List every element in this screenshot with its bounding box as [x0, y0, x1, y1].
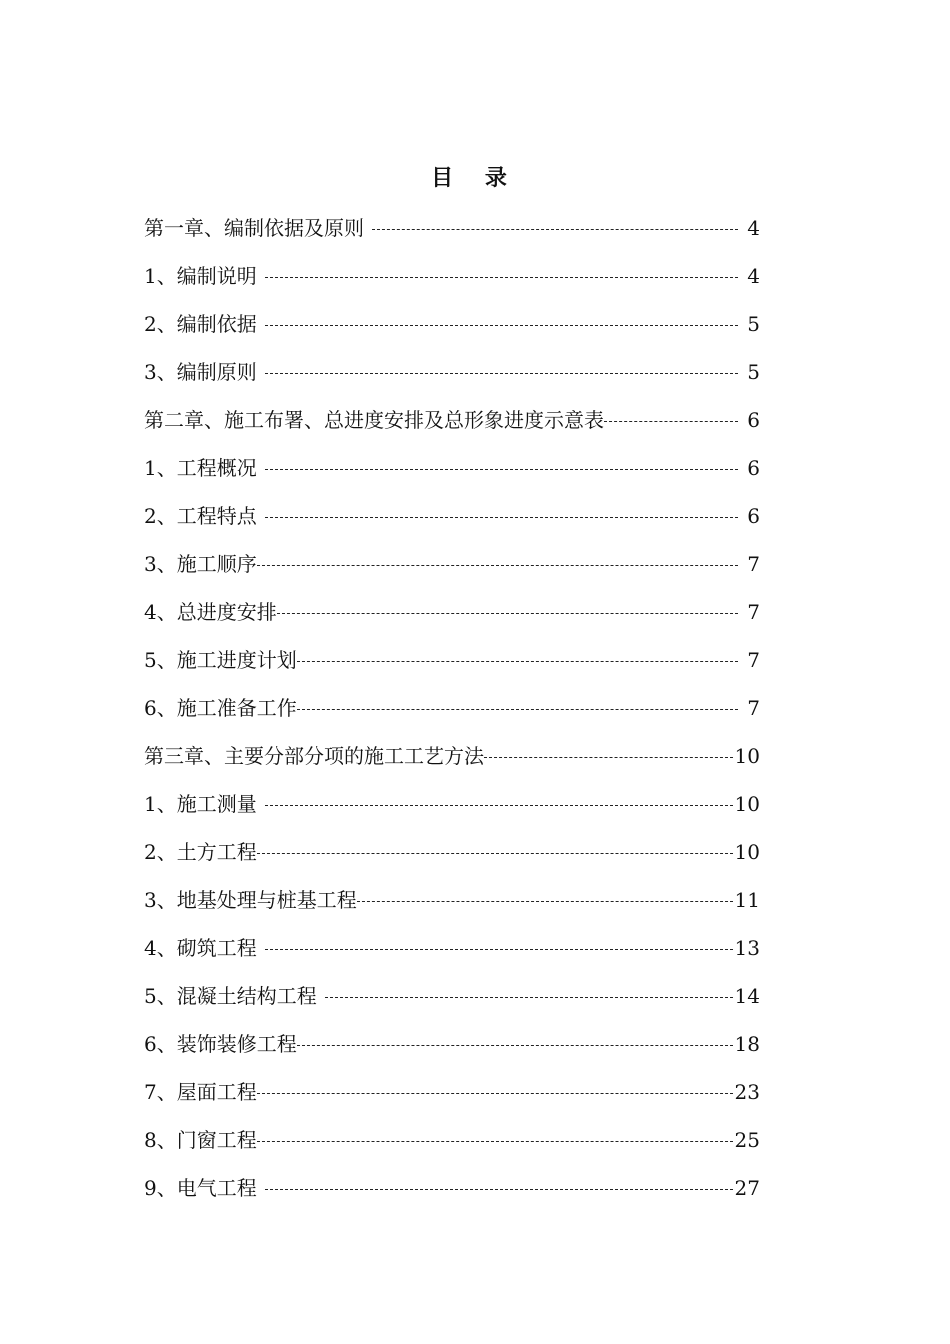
- page-title: 目 录: [431, 165, 519, 191]
- toc-entry[interactable]: [144, 972, 760, 1020]
- toc-entry[interactable]: [144, 780, 760, 828]
- toc-entry-page-number: 7: [747, 696, 760, 720]
- toc-leader-dashes: [277, 613, 738, 614]
- toc-entry[interactable]: [144, 1116, 760, 1164]
- toc-leader-dashes: [265, 325, 738, 326]
- toc-entry-page-number: 5: [747, 360, 760, 384]
- toc-entry-page-number: 6: [747, 504, 760, 528]
- toc-leader-dashes: [604, 421, 738, 422]
- toc-entry-page-number: 5: [747, 312, 760, 336]
- toc-leader-dashes: [265, 805, 733, 806]
- toc-leader-dashes: [297, 661, 738, 662]
- toc-entry-page-number: 27: [734, 1176, 760, 1200]
- toc-entry[interactable]: [144, 492, 760, 540]
- toc-leader-dashes: [265, 373, 738, 374]
- toc-entry[interactable]: [144, 828, 760, 876]
- toc-entry-page-number: 18: [734, 1032, 760, 1056]
- toc-entry-page-number: 6: [747, 456, 760, 480]
- toc-entry[interactable]: [144, 1164, 760, 1212]
- toc-entry-label: 3、施工顺序: [144, 552, 257, 576]
- toc-entry-label: 4、砌筑工程: [144, 936, 257, 960]
- toc-entry[interactable]: [144, 396, 760, 444]
- toc-entry-label: 8、门窗工程: [144, 1128, 257, 1152]
- toc-entry[interactable]: [144, 540, 760, 588]
- toc-entry-label: 2、工程特点: [144, 504, 257, 528]
- toc-entry-page-number: 11: [734, 888, 760, 912]
- toc-leader-dashes: [265, 949, 733, 950]
- toc-entry-label: 5、施工进度计划: [144, 648, 297, 672]
- toc-entry-page-number: 23: [734, 1080, 760, 1104]
- toc-entry-label: 6、施工准备工作: [144, 696, 297, 720]
- toc-entry[interactable]: [144, 1020, 760, 1068]
- toc-entry-label: 5、混凝土结构工程: [144, 984, 317, 1008]
- toc-entry[interactable]: [144, 300, 760, 348]
- toc-leader-dashes: [372, 229, 738, 230]
- toc-entry-label: 1、工程概况: [144, 456, 257, 480]
- toc-entry[interactable]: [144, 204, 760, 252]
- toc-entry-page-number: 4: [747, 264, 760, 288]
- toc-entry-label: 2、土方工程: [144, 840, 257, 864]
- toc-leader-dashes: [265, 1189, 733, 1190]
- toc-entry[interactable]: [144, 876, 760, 924]
- toc-entry-label: 第三章、主要分部分项的施工工艺方法: [144, 744, 484, 768]
- toc-leader-dashes: [357, 901, 733, 902]
- toc-entry-label: 3、编制原则: [144, 360, 257, 384]
- toc-leader-dashes: [257, 853, 733, 854]
- toc-leader-dashes: [325, 997, 733, 998]
- toc-entry-page-number: 4: [747, 216, 760, 240]
- toc-entry-label: 9、电气工程: [144, 1176, 257, 1200]
- toc-entry[interactable]: [144, 732, 760, 780]
- toc-entry-page-number: 13: [734, 936, 760, 960]
- toc-entry-label: 第二章、施工布署、总进度安排及总形象进度示意表: [144, 408, 604, 432]
- table-of-contents: [144, 204, 760, 1212]
- toc-leader-dashes: [257, 1093, 733, 1094]
- toc-entry-page-number: 25: [734, 1128, 760, 1152]
- toc-entry[interactable]: [144, 444, 760, 492]
- toc-leader-dashes: [265, 469, 738, 470]
- toc-entry-page-number: 10: [734, 840, 760, 864]
- toc-entry[interactable]: [144, 684, 760, 732]
- toc-entry-label: 1、编制说明: [144, 264, 257, 288]
- toc-entry-label: 7、屋面工程: [144, 1080, 257, 1104]
- toc-leader-dashes: [257, 565, 738, 566]
- toc-leader-dashes: [297, 709, 738, 710]
- toc-entry[interactable]: [144, 636, 760, 684]
- toc-entry-label: 4、总进度安排: [144, 600, 277, 624]
- toc-leader-dashes: [297, 1045, 733, 1046]
- toc-entry-page-number: 10: [734, 792, 760, 816]
- toc-entry-label: 6、装饰装修工程: [144, 1032, 297, 1056]
- toc-entry[interactable]: [144, 348, 760, 396]
- toc-entry-label: 2、编制依据: [144, 312, 257, 336]
- toc-entry[interactable]: [144, 252, 760, 300]
- toc-leader-dashes: [265, 517, 738, 518]
- toc-entry-label: 3、地基处理与桩基工程: [144, 888, 357, 912]
- toc-entry-label: 1、施工测量: [144, 792, 257, 816]
- toc-leader-dashes: [257, 1141, 733, 1142]
- toc-entry[interactable]: [144, 924, 760, 972]
- toc-entry-page-number: 7: [747, 600, 760, 624]
- toc-leader-dashes: [484, 757, 733, 758]
- toc-entry-label: 第一章、编制依据及原则: [144, 216, 364, 240]
- toc-entry-page-number: 6: [747, 408, 760, 432]
- toc-entry[interactable]: [144, 588, 760, 636]
- toc-entry-page-number: 10: [734, 744, 760, 768]
- toc-entry[interactable]: [144, 1068, 760, 1116]
- toc-entry-page-number: 7: [747, 648, 760, 672]
- toc-entry-page-number: 14: [734, 984, 760, 1008]
- toc-leader-dashes: [265, 277, 738, 278]
- toc-entry-page-number: 7: [747, 552, 760, 576]
